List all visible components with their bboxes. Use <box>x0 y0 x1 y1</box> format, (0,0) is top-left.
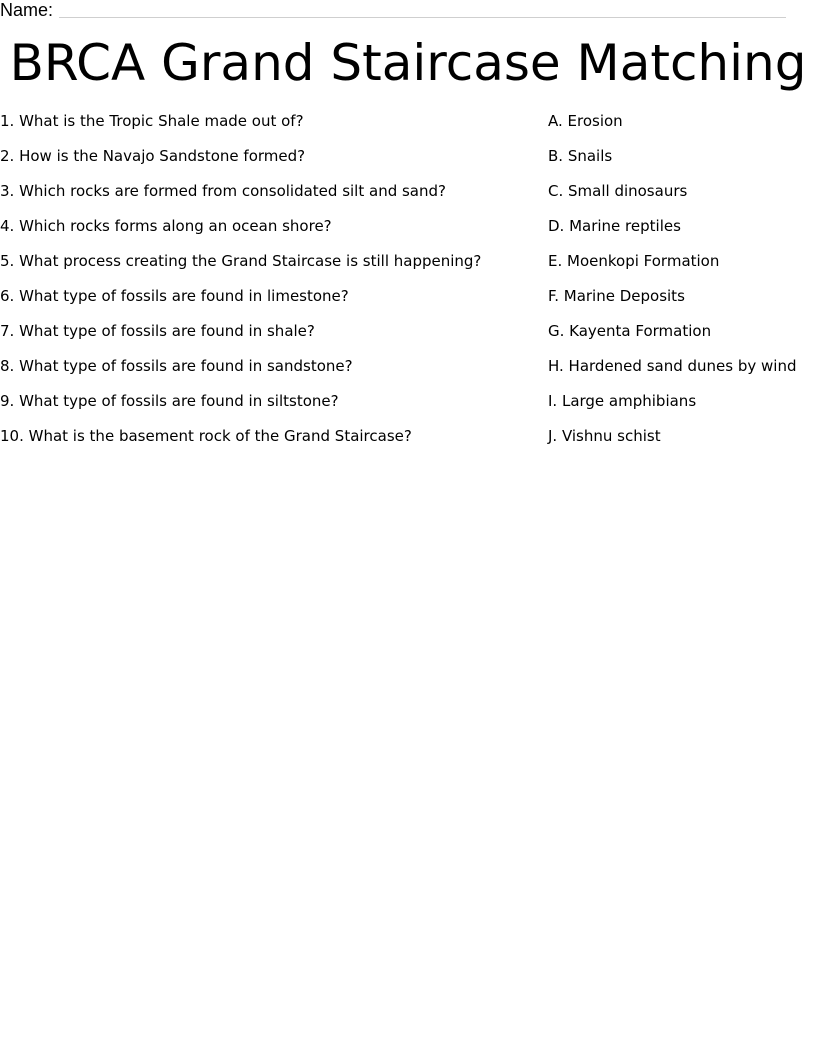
question-item: 7. What type of fossils are found in shale? <box>0 322 315 340</box>
name-row <box>0 0 786 20</box>
answers-list <box>548 111 816 461</box>
question-item: 9. What type of fossils are found in siltstone? <box>0 392 339 410</box>
question-item: 1. What is the Tropic Shale made out of? <box>0 112 304 130</box>
answer-item: I. Large amphibians <box>548 392 697 410</box>
answer-item: F. Marine Deposits <box>548 287 685 305</box>
question-item: 10. What is the basement rock of the Grand Staircase? <box>0 427 412 445</box>
name-blank-line <box>59 1 786 18</box>
answer-item: J. Vishnu schist <box>548 427 661 445</box>
answer-item: C. Small dinosaurs <box>548 182 688 200</box>
question-item: 5. What process creating the Grand Staircase is still happening? <box>0 252 482 270</box>
answer-item: E. Moenkopi Formation <box>548 252 720 270</box>
answer-item: B. Snails <box>548 147 613 165</box>
answer-item: H. Hardened sand dunes by wind <box>548 357 797 375</box>
question-item: 8. What type of fossils are found in sandstone? <box>0 357 353 375</box>
question-item: 6. What type of fossils are found in limestone? <box>0 287 349 305</box>
page-title: BRCA Grand Staircase Matching <box>9 34 807 92</box>
answer-item: A. Erosion <box>548 112 623 130</box>
questions-list <box>0 111 540 461</box>
answer-item: D. Marine reptiles <box>548 217 681 235</box>
question-item: 3. Which rocks are formed from consolidated silt and sand? <box>0 182 446 200</box>
name-label: Name: <box>0 0 54 20</box>
question-item: 4. Which rocks forms along an ocean shore? <box>0 217 332 235</box>
question-item: 2. How is the Navajo Sandstone formed? <box>0 147 306 165</box>
answer-item: G. Kayenta Formation <box>548 322 712 340</box>
